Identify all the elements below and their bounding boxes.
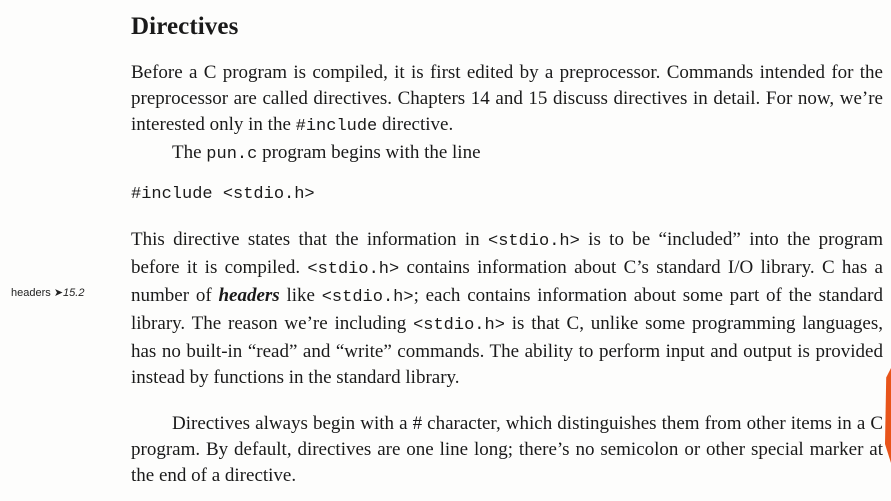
highlight-mark: [885, 368, 891, 463]
margin-note-ref: 15.2: [63, 287, 85, 299]
inline-code: <stdio.h>: [488, 232, 580, 251]
margin-cross-reference: [11, 286, 84, 299]
inline-code: pun.c: [206, 145, 258, 164]
paragraph-text: like: [279, 285, 322, 306]
paragraph-text: contains information about C’s standard I/O library. C has a number of: [131, 257, 883, 306]
paragraph-text: program begins with the line: [257, 142, 481, 163]
arrow-icon: ➤: [53, 287, 64, 299]
paragraph-text: Directives always begin with a # character, which distinguishes them from other items in a C program. By default, directives are one line long; there’s no semicolon or other special marker at the end of a directive.: [131, 413, 883, 486]
paragraph-preprocessor-intro: [131, 60, 883, 140]
paragraph-text: is to be “included” into the program before it is compiled.: [131, 229, 883, 278]
code-example: #include <stdio.h>: [131, 185, 315, 204]
paragraph-text: This directive states that the information in: [131, 229, 488, 250]
paragraph-pun-program: [172, 140, 883, 168]
paragraph-text: directive.: [377, 114, 454, 135]
inline-code: #include: [295, 117, 378, 136]
inline-code: <stdio.h>: [307, 260, 400, 279]
paragraph-stdio-explanation: [131, 227, 883, 391]
paragraph-text: ; each contains information about some part of the standard library. The reason we’re including: [131, 285, 883, 334]
paragraph-text: Before a C program is compiled, it is first edited by a preprocessor. Commands intended for the preprocessor are called directives. Chapters 14 and 15 discuss directives in detail. For now, we’re interested only in the: [131, 62, 883, 135]
inline-code: <stdio.h>: [321, 288, 414, 307]
paragraph-directive-rules: [131, 411, 883, 489]
paragraph-text: The: [172, 142, 207, 163]
section-heading: Directives: [131, 13, 239, 40]
paragraph-text: is that C, unlike some programming languages, has no built-in “read” and “write” commands. The ability to perform input and output is provided instead by functions in the standard library.: [131, 313, 883, 388]
margin-note-label: headers: [11, 287, 51, 299]
emphasized-term: headers: [218, 285, 280, 306]
inline-code: <stdio.h>: [413, 316, 505, 335]
